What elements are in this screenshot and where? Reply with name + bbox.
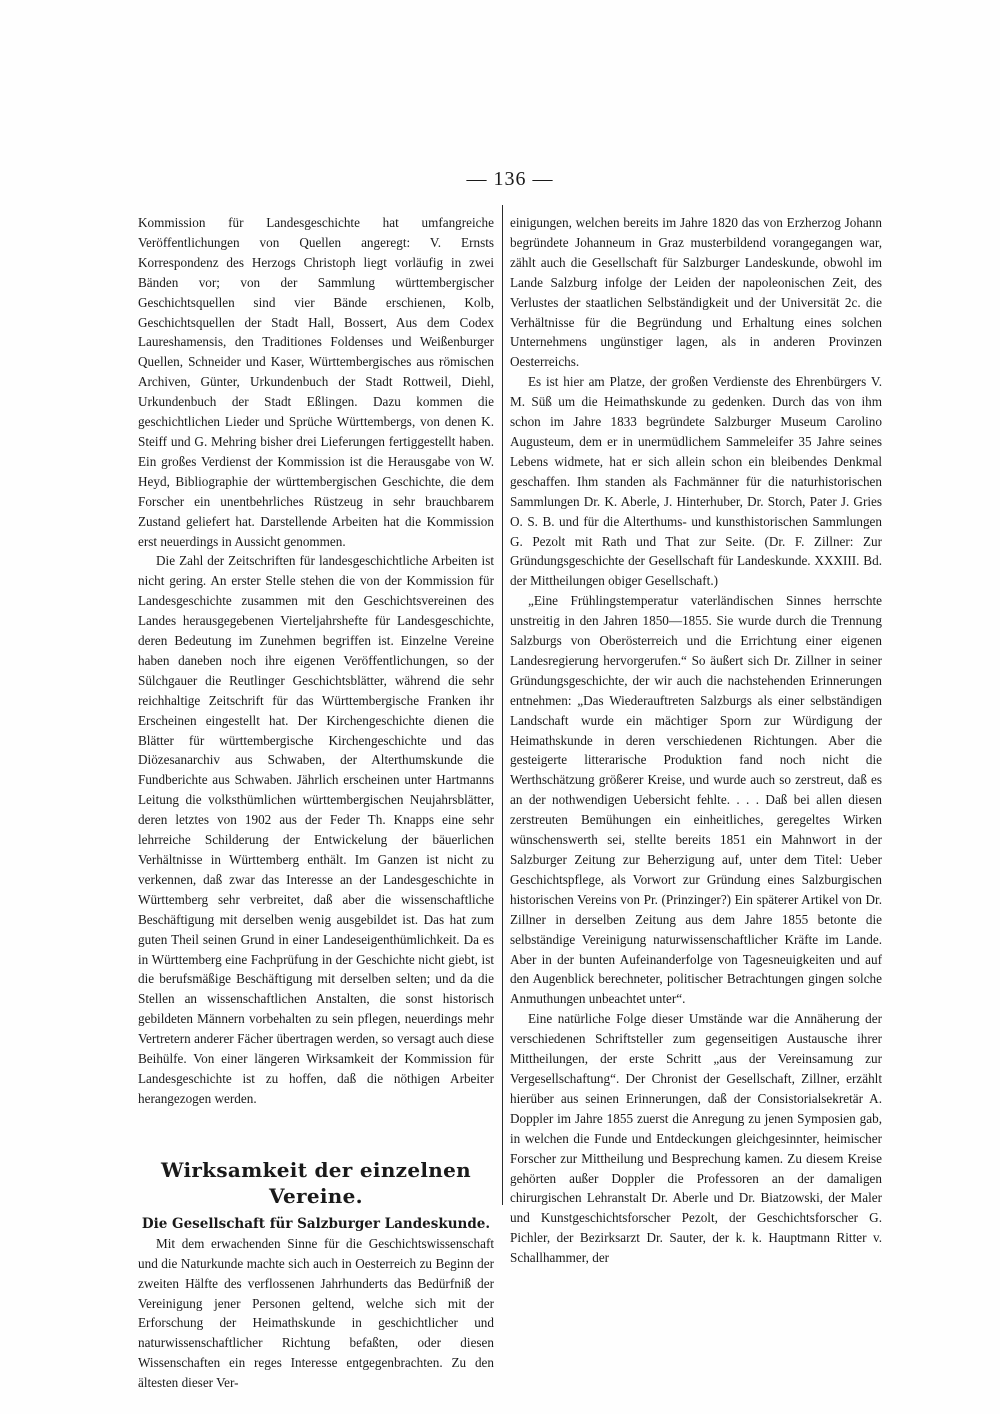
paragraph: Kommission für Landesgeschichte hat umfangreiche Veröffentlichungen von Quellen angeregt: V. Ernsts Korrespondenz des Herzogs Christoph liegt vorläufig in zwei Bänden vor; von der Sammlung württembergischer Geschichtsquellen sind vier Bände erschienen, Kolb, Geschichtsquellen der Stadt Hall, Bossert, Aus dem Codex Laureshamensis, den Traditiones Foldenses und Weißenburger Quellen, Schneider und Kaser, Württembergisches aus römischen Archiven, Günter, Urkundenbuch der Stadt Rottweil, Diehl, Urkundenbuch der Stadt Eßlingen. Dazu kommen die geschichtlichen Lieder und Sprüche Württembergs, von denen K. Steiff und G. Mehring bisher drei Lieferungen fertiggestellt haben. Ein großes Verdienst der Kommission ist die Herausgabe von W. Heyd, Bibliographie der württembergischen Geschichte, die dem Forscher ein unentbehrliches Rüstzeug in sehr brauchbarem Zustand geliefert hat. Darstellende Arbeiten hat die Kommission erst neuerdings in Aussicht genommen. — [138, 215, 494, 549]
column-divider — [502, 205, 503, 1205]
paragraph: „Eine Frühlingstemperatur vaterländischen Sinnes herrschte unstreitig in den Jahren 1850—1855. Sie wurde durch die Trennung Salzburgs von Oberösterreich und die Errichtung einer eigenen Landesregierung hervorgerufen.“ So äußert sich Dr. Zillner in seiner Gründungsgeschichte, der wir auch die nachstehenden Erinnerungen entnehmen: „Das Wiederauftreten Salzburgs als einer selbständigen Landschaft wurde ein mächtiger Sporn zur Würdigung der Heimathskunde in deren verschiedenen Richtungen. Aber die gesteigerte litterarische Produktion fand noch nicht die Werthschätzung größerer Kreise, und wurde auch so zerstreut, daß es an der nothwendigen Uebersicht fehlte. . . . Daß bei allen diesen zerstreuten Bemühungen ein einheitliches, geregeltes Wirken wünschenswerth sei, stellte bereits 1851 ein Mahnwort in der Salzburger Zeitung zur Beherzigung auf, unter dem Titel: Ueber Geschichtspflege, als Vorwort zur Gründung eines Salzburgischen historischen Vereins von Pr. (Prinzinger?) Ein späterer Artikel von Dr. Zillner in derselben Zeitung aus dem Jahre 1855 betonte die selbständige Vereinigung naturwissenschaftlicher Kräfte im Lande. Aber in der bunten Aufeinanderfolge von Tagesneuigkeiten und auf den Augenblick berechneter, politischer Betrachtungen gingen solche Anmuthungen unbeachtet unter“. — [510, 593, 882, 1007]
paragraph: Mit dem erwachenden Sinne für die Geschichtswissenschaft und die Naturkunde machte sich auch in Oesterreich zu Beginn der zweiten Hälfte des verflossenen Jahrhunderts das Bedürfniß der Vereinigung jener Personen geltend, welche sich mit der Erforschung der Heimathskunde in geschichtlicher und naturwissenschaftlicher Richtung befaßten, oder diesen Wissenschaften ein reges Interesse entgegenbrachten. Zu den ältesten dieser Ver- — [138, 1235, 494, 1391]
page-number: — 136 — — [466, 168, 554, 190]
paragraph: Die Zahl der Zeitschriften für landesgeschichtliche Arbeiten ist nicht gering. An erster Stelle stehen die von der Kommission für Landesgeschichte zusammen mit den Geschichtsvereinen des Landes herausgegebenen Vierteljahrshefte für Landesgeschichte, deren Bedeutung im Zunehmen begriffen ist. Einzelne Vereine haben daneben noch ihre eigenen Veröffentlichungen, so der Sülchgauer die Reutlinger Geschichtsblätter, während die sehr reichhaltige Zeitschrift für das Württembergische Franken ihr Erscheinen eingestellt hat. Der Kirchengeschichte dienen die Blätter für württembergische Kirchengeschichte und das Diözesanarchiv aus Schwaben, der Alterthumskunde die Fundberichte aus Schwaben. Jährlich erscheinen unter Hartmanns Leitung die volksthümlichen württembergischen Neujahrsblätter, deren letztes von 1902 aus der Feder Th. Knapps eine sehr lehrreiche Schilderung der Entwickelung der bäuerlichen Verhältnisse in Württemberg enthält. Im Ganzen ist nicht zu verkennen, daß zwar das Interesse an der Landesgeschichte in Württemberg sehr verbreitet, daß aber die wissenschaftliche Beschäftigung mit derselben wenig ausgebildet ist. Das hat zum guten Theil seinen Grund in einer Landeseigenthümlichkeit. Da es in Württemberg eine Fachprüfung in der Geschichte nicht giebt, ist die berufsmäßige Beschäftigung mit derselben selten; und da die Stellen an wissenschaftlichen Anstalten, die sonst historisch gebildeten Männern vorbehalten zu sein pflegen, neuerdings mehr Vertretern anderer Fächer übertragen werden, so versagt auch diese Beihülfe. Von einer längeren Wirksamkeit der Kommission für Landesgeschichte ist zu hoffen, daß die nöthigen Arbeiter herangezogen werden. — [138, 553, 494, 1106]
section-title: Wirksamkeit der einzelnen Vereine. — [161, 1157, 471, 1208]
left-column — [138, 213, 494, 1393]
paragraph: Es ist hier am Platze, der großen Verdienste des Ehrenbürgers V. M. Süß um die Heimathskunde zu gedenken. Durch das von ihm schon im Jahre 1833 begründete Salzburger Museum Carolino Augusteum, dem er in unermüdlichem Sammeleifer 35 Jahre seines Lebens widmete, hat er sich allein schon ein bleibendes Denkmal geschaffen. Ihm standen als Fachmänner für die naturhistorischen Sammlungen Dr. K. Aberle, J. Hinterhuber, Dr. Storch, Pater J. Gries O. S. B. und für die Alterthums- und kunsthistorischen Sammlungen G. Pezolt mit Rath und That zur Seite. (Dr. F. Zillner: Zur Gründungsgeschichte der Gesellschaft für Landeskunde. XXXIII. Bd. der Mittheilungen obiger Gesellschaft.) — [510, 374, 882, 589]
paragraph: einigungen, welchen bereits im Jahre 1820 das von Erzherzog Johann begründete Johanneum in Graz musterbildend vorangegangen war, zählt auch die Gesellschaft für Salzburger Landeskunde, obwohl im Lande Salzburg infolge der Leiden der napoleonischen Zeit, des Verlustes der staatlichen Selbständigkeit und der Universität 2c. die Verhältnisse für die Begründung und Erhaltung eines solchen Unternehmens ungünstiger lagen, als in anderen Provinzen Oesterreichs. — [510, 215, 882, 370]
right-column — [510, 213, 882, 1268]
section-subtitle: Die Gesellschaft für Salzburger Landeskunde. — [141, 1215, 491, 1232]
paragraph: Eine natürliche Folge dieser Umstände war die Annäherung der verschiedenen Schriftsteller zum gegenseitigen Austausche ihrer Mittheilungen, der erste Schritt „aus der Vereinsamung zur Vergesellschaftung“. Der Chronist der Gesellschaft, Zillner, erzählt hierüber aus seinen Erinnerungen, daß der Consistorialsekretär A. Doppler im Jahre 1855 zuerst die Anregung zu jenen Symposien gab, in welchen die Funde und Entdeckungen gleichgesinnter, heimischer Forscher zur Mittheilung und Besprechung kamen. Zu diesem Kreise gehörten außer Doppler die Professoren an der damaligen chirurgischen Lehranstalt Dr. Aberle und Dr. Biatzowski, der Maler und Kunstgeschichtsforscher Pezolt, der Geschichtsforscher G. Pichler, der Bezirksarzt Dr. Sauter, der k. k. Hauptmann Ritter v. Schallhammer, der — [510, 1011, 882, 1266]
